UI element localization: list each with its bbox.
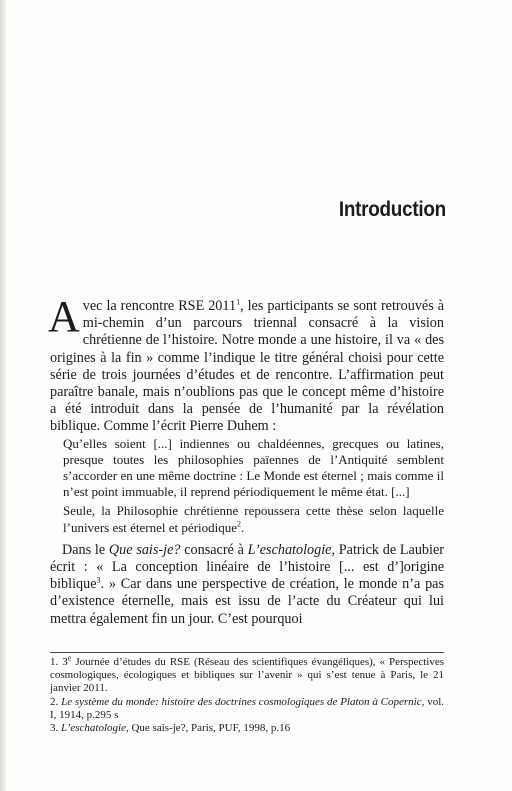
footnote-2 (50, 696, 444, 722)
footnote-3-title: L’eschatologie, (61, 722, 129, 735)
paragraph-2-text-1: Dans le (62, 541, 109, 558)
chapter-heading: Introduction (339, 198, 446, 222)
footnote-ref-3: 3 (96, 575, 101, 585)
paragraph-2-text-3: Patrick de Laubier écrit : « La conception linéaire de l’histoire [... est d’]origine biblique (50, 541, 444, 593)
page-edge-shadow (0, 0, 6, 791)
body-text (48, 292, 445, 628)
book-title-eschatologie: L’eschatologie, (247, 541, 336, 558)
block-quote-2-end: . (241, 519, 245, 535)
footnote-2-title: Le système du monde: histoire des doctrines cosmologiques de Platon à Copernic, (61, 695, 425, 708)
footnote-1-ordinal-suffix: e (67, 653, 72, 663)
drop-cap: A (48, 292, 80, 341)
footnote-1 (50, 653, 445, 696)
book-title-que-sais-je: Que sais-je? (108, 541, 181, 558)
footnote-3-text: Que sais-je?, Paris, PUF, 1998, p.16 (128, 722, 291, 735)
block-quote-2 (63, 503, 444, 535)
footnote-1-ordinal: 3 (62, 656, 68, 668)
footnote-number: 2. (50, 695, 59, 708)
paragraph-2-text-2: consacré à (180, 541, 248, 558)
footnote-1-text: Journée d’études du RSE (Réseau des scientifiques évangéliques), « Perspectives cosmologiques, écologiques et bibliques sur l’avenir » qui s’est tenue à Paris, le 21 janvier 2011. (50, 656, 445, 695)
footnote-number: 3. (50, 722, 59, 735)
footnote-ref-2: 2 (237, 519, 241, 529)
footnote-number: 1. (50, 656, 59, 668)
paragraph-1-text-b: , les participants se sont retrouvés à mi-chemin d’un parcours triennal consacré à la vision chrétienne de l’histoire. Notre monde a une histoire, il va « des origines à la fin » comme l’indique le titre général choisi pour cette série de trois journées d’études et de rencontre. L’affirmation peut paraître banale, mais n’oublions pas que le concept même d’histoire a été introduit dans la pensée de l’humanité par la révélation biblique. Comme l’écrit Pierre Duhem : (50, 298, 445, 435)
footnote-ref-1: 1 (236, 297, 241, 307)
block-quote-1: Qu’elles soient [...] indiennes ou chaldéennes, grecques ou latines, presque toutes les philosophies païennes de l’Antiquité semblent s’accorder en une même doctrine : Le Monde est éternel ; mais comme il n’est point immuable, il reprend périodiquement le même état. [...] (63, 435, 444, 500)
block-quote-2-text: Seule, la Philosophie chrétienne repoussera cette thèse selon laquelle l’univers est éternel et périodique (63, 503, 444, 535)
footnote-3 (50, 722, 444, 735)
footnote-2-text: vol. I, 1914, p.295 s (50, 695, 444, 721)
paragraph-1 (48, 292, 445, 436)
paragraph-1-text-a: vec la rencontre RSE 2011 (82, 298, 237, 314)
footnotes (50, 652, 444, 735)
paragraph-2 (50, 542, 444, 628)
paragraph-2-text-4: . » Car dans une perspective de création, le monde n’a pas d’existence éternelle, mais est issu de l’acte du Créateur qui lui mettra également fin un jour. C’est pourquoi (50, 576, 444, 627)
